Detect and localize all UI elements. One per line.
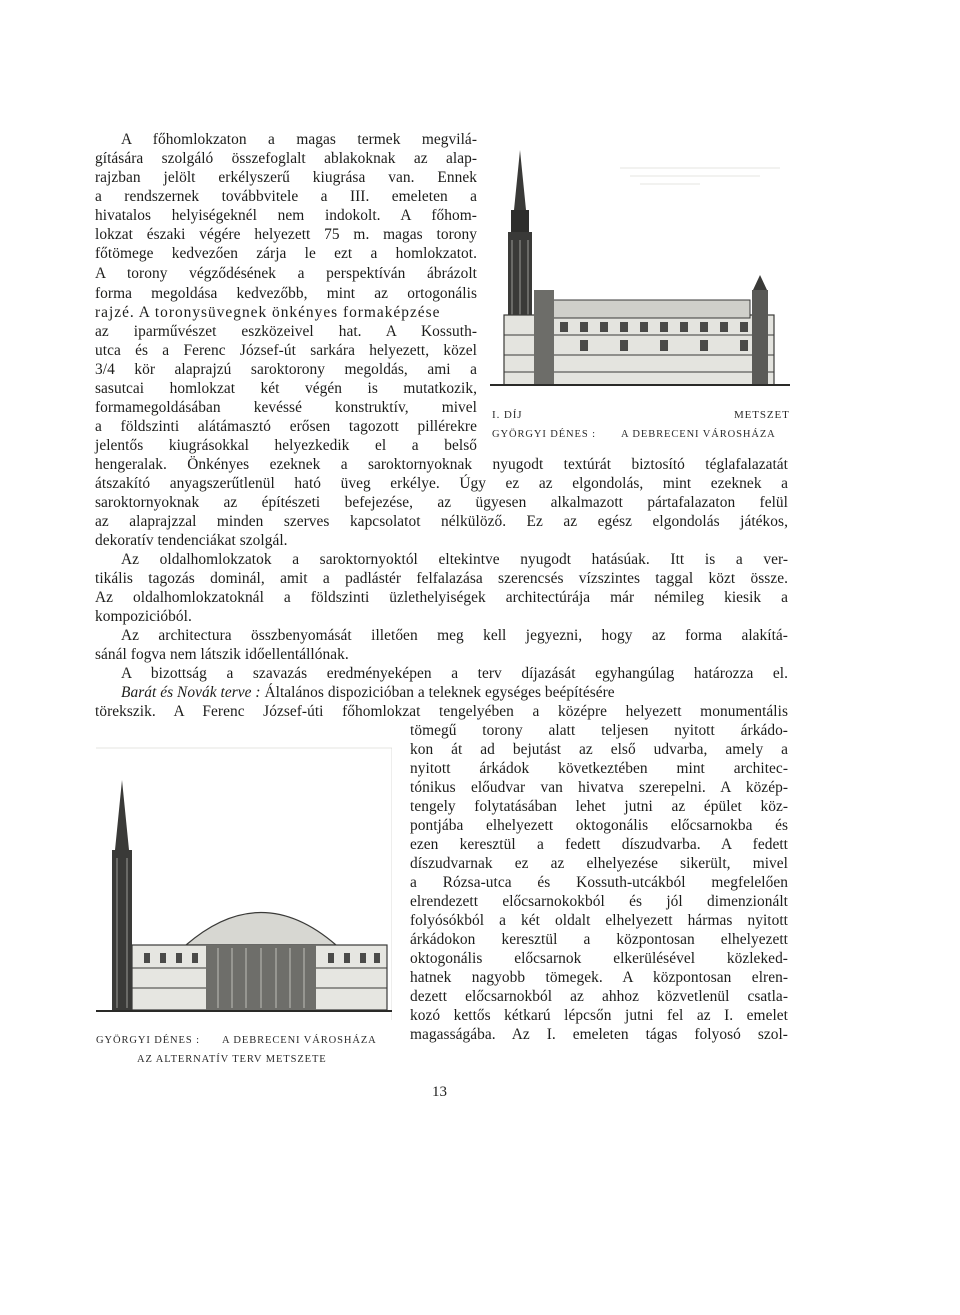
text-line: árkádokon keresztül a központosan elhelyezett	[410, 931, 788, 948]
text-line: magasságába. Az I. emeleten tágas folyosó szol-	[410, 1026, 788, 1043]
text-line: kozó kettős kétkarú lépcsőn jutni fel az I. emelet	[410, 1007, 788, 1024]
text-line: hatnek nagyobb tömegek. A központosan elren-	[410, 969, 788, 986]
text-line: Az oldalhomlokzatoknál a földszinti üzlethelyiségek architectúrája már némileg kiesik a	[95, 589, 788, 606]
text-line: A bizottság a szavazás eredményeképen a terv díjazását egyhangúlag határozza el.	[121, 665, 788, 682]
text-line: az iparművészet eszközeivel hat. A Kossuth-	[95, 323, 477, 340]
text-span: Általános dispozicióban a teleknek egységes beépítésére	[264, 684, 615, 701]
figure-townhall-section-drawing	[490, 140, 790, 402]
text-line: rajzban jelölt erkélyszerű kiugrása van. Ennek	[95, 169, 477, 186]
text-line: A főhomlokzaton a magas termek megvilá-	[121, 131, 477, 148]
text-line: pontjába elhelyezett oktogonális előcsarnokba és	[410, 817, 788, 834]
text-line: kon át ad bejutást az első udvarba, amely a	[410, 741, 788, 758]
text-line: tengely folytatásában lehet jutni az épület köz-	[410, 798, 788, 815]
caption-title-bottom: A DEBRECENI VÁROSHÁZA	[222, 1035, 377, 1046]
text-line: az alaprajzzal minden szerves kapcsolatot nélkülöző. Ez az egész elgondolás játékos,	[95, 513, 788, 530]
text-line: sasutcai homlokzat két végén is mutatkozik,	[95, 380, 477, 397]
text-line: díszudvarnak ez az elhelyezése sikerült, mivel	[410, 855, 788, 872]
figure-alternative-plan-drawing	[96, 740, 392, 1028]
text-line: a rendszernek továbbvitele a III. emeleten a	[95, 188, 477, 205]
text-line: tikális tagozás dominál, amit a padlástér felfalazása szerencsés vízszintes taggal közt össze.	[95, 570, 788, 587]
page-number: 13	[432, 1084, 447, 1100]
text-line: dekoratív tendenciákat szolgál.	[95, 532, 288, 549]
text-line: utca és a Ferenc József-út sarkára helyezett, közel	[95, 342, 477, 359]
text-line: főtömege kedvezően zárja le ezt a homlokzatot.	[95, 245, 477, 262]
caption-prize: I. DÍJ	[492, 409, 523, 421]
caption-subtitle-bottom: AZ ALTERNATÍV TERV METSZETE	[137, 1054, 327, 1065]
caption-title: A DEBRECENI VÁROSHÁZA	[621, 429, 776, 440]
text-line: folyósókból a két oldalt elhelyezett hármas nyitott	[410, 912, 788, 929]
text-line: saroktornyoknak az építészeti befejezése, az ügyesen alkalmazott pártafalazaton felül	[95, 494, 788, 511]
caption-type: METSZET	[734, 409, 790, 421]
text-line: sánál fogva nem látszik időellentállónak.	[95, 646, 349, 663]
text-line: törekszik. A Ferenc József-úti főhomlokzat tengelyében a középre helyezett monumentális	[95, 703, 788, 720]
text-line: tömegű torony alatt teljesen nyitott árkádo-	[410, 722, 788, 739]
text-line: ezen keresztül a fedett díszudvarba. A fedett	[410, 836, 788, 853]
text-line	[121, 683, 788, 703]
text-line: hivatalos helyiségeknél nem indokolt. A főhom-	[95, 207, 477, 224]
project-name: Barát és Novák terve :	[121, 684, 261, 701]
text-line: a Rózsa-utca és Kossuth-utcákból megfelelően	[410, 874, 788, 891]
text-line: 3/4 kör alaprajzú saroktorony megoldás, ami a	[95, 361, 477, 378]
text-line: rajzé. A toronysüvegnek önkényes formaképzése	[95, 304, 441, 321]
text-line: forma megoldása kedvezőbb, mint az ortogonális	[95, 285, 477, 302]
caption-author-bottom: GYÖRGYI DÉNES :	[96, 1035, 200, 1046]
text-line: dezett előcsarnokból az ahhoz közvetlenül csatla-	[410, 988, 788, 1005]
text-line: oktogonális előcsarnok elkerülésével közleked-	[410, 950, 788, 967]
text-line: elrendezett előcsarnokokból és jól dimenzionált	[410, 893, 788, 910]
text-line: Az architectura összbenyomását illetően meg kell jegyezni, hogy az forma alakítá-	[121, 627, 788, 644]
text-line: tónikus előudvar van hivatva szerepelni. A közép-	[410, 779, 788, 796]
text-line: jelentős kiugrásokkal helyezkedik el a belső	[95, 437, 477, 454]
text-line: kompozicióból.	[95, 608, 192, 625]
text-line: hengeralak. Önkényes ezeknek a saroktornyoknak nyugodt textúrát biztosító téglafalazatát	[95, 456, 788, 473]
caption-author: GYÖRGYI DÉNES :	[492, 429, 596, 440]
text-line: a földszinti alátámasztó erősen tagozott pillérekre	[95, 418, 477, 435]
text-line: átszakító anyagszerűtlenül ható üveg erkélye. Úgy ez az elgondolás, mint ezeknek a	[95, 475, 788, 492]
text-line: gítására szolgáló összefoglalt ablakoknak az alap-	[95, 150, 477, 167]
text-line: nyitott árkádok következtében mint architec-	[410, 760, 788, 777]
text-line: A torony végződésének a perspektíván ábrázolt	[95, 265, 477, 282]
text-line: lokzat északi végére helyezett 75 m. magas torony	[95, 226, 477, 243]
text-line: formamegoldásában kevéssé konstruktív, mivel	[95, 399, 477, 416]
text-line: Az oldalhomlokzatok a saroktornyoktól eltekintve nyugodt hatásúak. Itt is a ver-	[121, 551, 788, 568]
